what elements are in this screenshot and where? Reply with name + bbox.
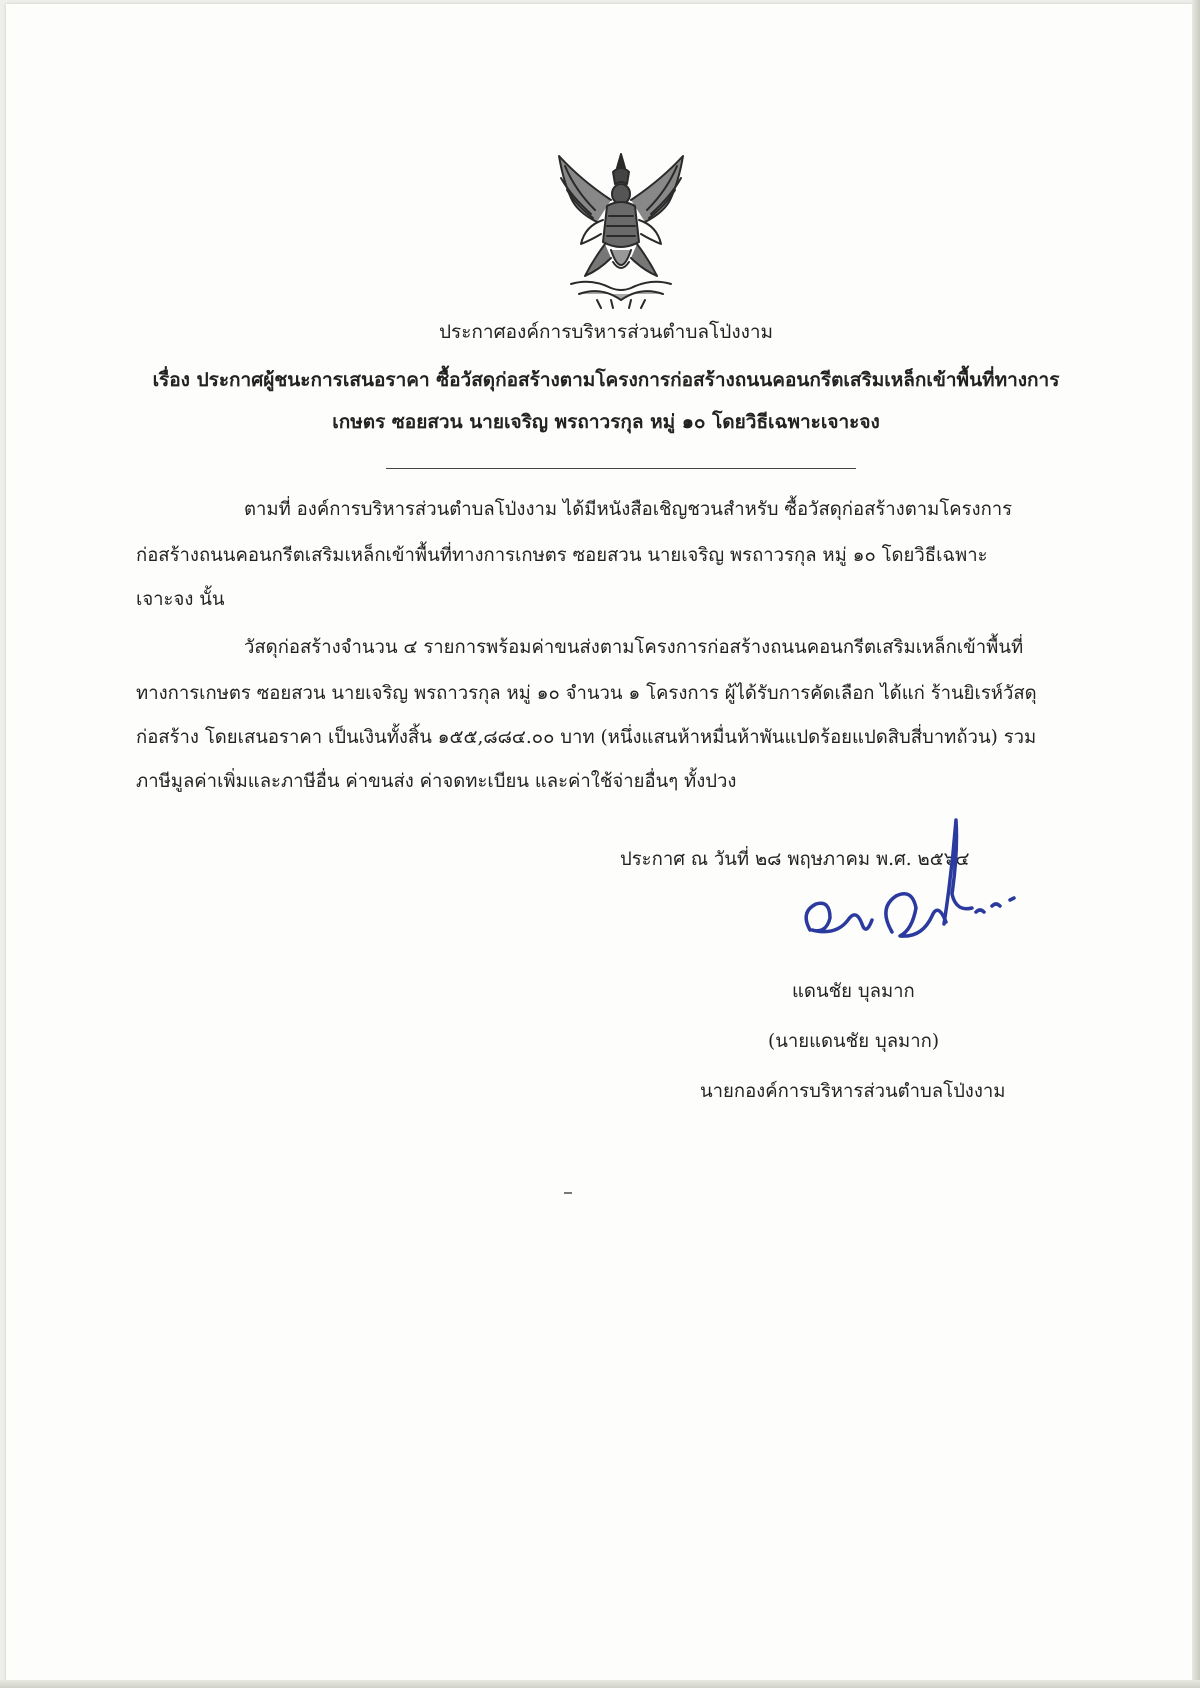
announcement-subject-line-1: เรื่อง ประกาศผู้ชนะการเสนอราคา ซื้อวัสดุก่อสร้างตามโครงการก่อสร้างถนนคอนกรีตเสริมเหล็กเข้าพื้นที่ทางการ <box>152 369 1060 391</box>
paper-edge-bottom <box>0 1680 1200 1688</box>
signature-mark <box>796 812 1036 972</box>
announcement-heading: ประกาศองค์การบริหารส่วนตำบลโป่งงาม <box>438 321 774 343</box>
paper-edge-right <box>1192 0 1200 1688</box>
paragraph-1-line-3: เจาะจง นั้น <box>136 589 225 610</box>
announcement-date: ประกาศ ณ วันที่ ๒๘ พฤษภาคม พ.ศ. ๒๕๖๔ <box>620 849 970 870</box>
paragraph-2-line-1: วัสดุก่อสร้างจำนวน ๔ รายการพร้อมค่าขนส่งตามโครงการก่อสร้างถนนคอนกรีตเสริมเหล็กเข้าพื้นที่ <box>244 637 1024 658</box>
document-page <box>6 4 1192 1682</box>
signer-name: แดนชัย บุลมาก <box>792 981 915 1002</box>
signer-title: นายกองค์การบริหารส่วนตำบลโป่งงาม <box>700 1081 1006 1102</box>
announcement-subject-line-2: เกษตร ซอยสวน นายเจริญ พรถาวรกุล หมู่ ๑๐ โดยวิธีเฉพาะเจาะจง <box>332 411 880 433</box>
paper-speck <box>564 1192 572 1194</box>
paragraph-1-line-1: ตามที่ องค์การบริหารส่วนตำบลโป่งงาม ได้มีหนังสือเชิญชวนสำหรับ ซื้อวัสดุก่อสร้างตามโครงการ <box>244 499 1013 520</box>
paragraph-2-line-2: ทางการเกษตร ซอยสวน นายเจริญ พรถาวรกุล หมู่ ๑๐ จำนวน ๑ โครงการ ผู้ได้รับการคัดเลือก ได้แก่ ร้านยิเรห์วัสดุ <box>136 683 1037 704</box>
paragraph-2-line-3: ก่อสร้าง โดยเสนอราคา เป็นเงินทั้งสิ้น ๑๕๕,๘๘๔.๐๐ บาท (หนึ่งแสนห้าหมื่นห้าพันแปดร้อยแปดสิบสี่บาทถ้วน) รวม <box>136 727 1037 748</box>
heading-divider <box>386 468 856 469</box>
paragraph-2-line-4: ภาษีมูลค่าเพิ่มและภาษีอื่น ค่าขนส่ง ค่าจดทะเบียน และค่าใช้จ่ายอื่นๆ ทั้งปวง <box>136 771 737 792</box>
paragraph-1-line-2: ก่อสร้างถนนคอนกรีตเสริมเหล็กเข้าพื้นที่ทางการเกษตร ซอยสวน นายเจริญ พรถาวรกุล หมู่ ๑๐ โดยวิธีเฉพาะ <box>136 545 988 566</box>
garuda-emblem-icon <box>541 150 701 310</box>
signer-full-name: (นายแดนชัย บุลมาก) <box>768 1031 940 1052</box>
